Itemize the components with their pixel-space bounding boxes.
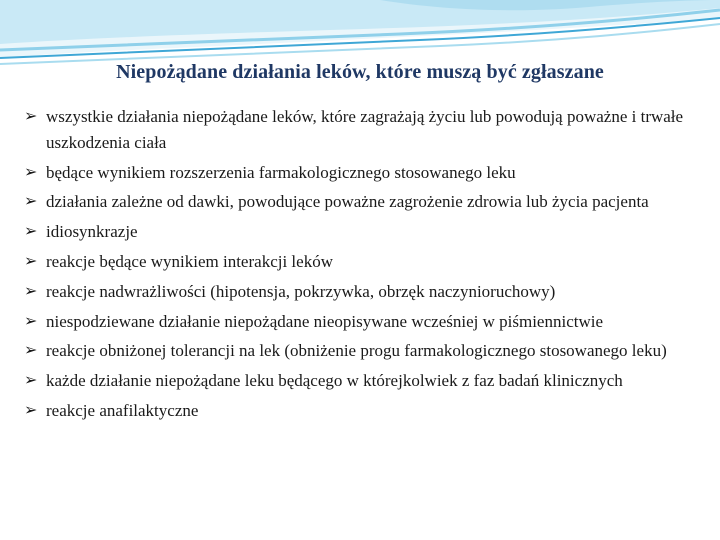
arrowhead-bullet-icon: ➢ bbox=[24, 282, 38, 300]
list-item-text: reakcje będące wynikiem interakcji leków bbox=[46, 251, 333, 271]
arrowhead-bullet-icon: ➢ bbox=[24, 108, 38, 125]
list-item bbox=[24, 104, 704, 156]
list-item bbox=[24, 309, 704, 335]
list-item-text: reakcje anafilaktyczne bbox=[46, 400, 199, 420]
list-item-text: reakcje nadwrażliwości (hipotensja, pokrzywka, obrzęk naczynioruchowy) bbox=[46, 281, 556, 301]
list-item-text: działania zależne od dawki, powodujące poważne zagrożenie zdrowia lub życia pacjenta bbox=[46, 192, 649, 212]
bullet-list bbox=[24, 104, 704, 428]
arrowhead-bullet-icon: ➢ bbox=[24, 193, 38, 211]
list-item-text: każde działanie niepożądane leku będącego w którejkolwiek z faz badań klinicznych bbox=[46, 371, 623, 391]
list-item-text: wszystkie działania niepożądane leków, które zagrażają życiu lub powodują poważne i trwałe uszkodzenia ciała bbox=[46, 107, 684, 152]
list-item bbox=[24, 189, 704, 215]
arrowhead-bullet-icon: ➢ bbox=[24, 252, 38, 270]
arrowhead-bullet-icon: ➢ bbox=[24, 401, 38, 419]
list-item bbox=[24, 279, 704, 305]
list-item bbox=[24, 338, 704, 364]
slide-title: Niepożądane działania leków, które muszą być zgłaszane bbox=[116, 61, 604, 83]
arrowhead-bullet-icon: ➢ bbox=[24, 163, 38, 181]
list-item bbox=[24, 219, 704, 245]
list-item-text: będące wynikiem rozszerzenia farmakologicznego stosowanego leku bbox=[46, 162, 516, 182]
list-item bbox=[24, 160, 704, 186]
arrowhead-bullet-icon: ➢ bbox=[24, 342, 38, 360]
arrowhead-bullet-icon: ➢ bbox=[24, 223, 38, 241]
list-item-text: reakcje obniżonej tolerancji na lek (obniżenie progu farmakologicznego stosowanego leku) bbox=[46, 341, 667, 361]
list-item-text: niespodziewane działanie niepożądane nieopisywane wcześniej w piśmiennictwie bbox=[46, 311, 604, 331]
arrowhead-bullet-icon: ➢ bbox=[24, 372, 38, 390]
list-item bbox=[24, 398, 704, 424]
list-item bbox=[24, 249, 704, 275]
arrowhead-bullet-icon: ➢ bbox=[24, 312, 38, 330]
list-item bbox=[24, 368, 704, 394]
list-item-text: idiosynkrazje bbox=[46, 222, 138, 242]
